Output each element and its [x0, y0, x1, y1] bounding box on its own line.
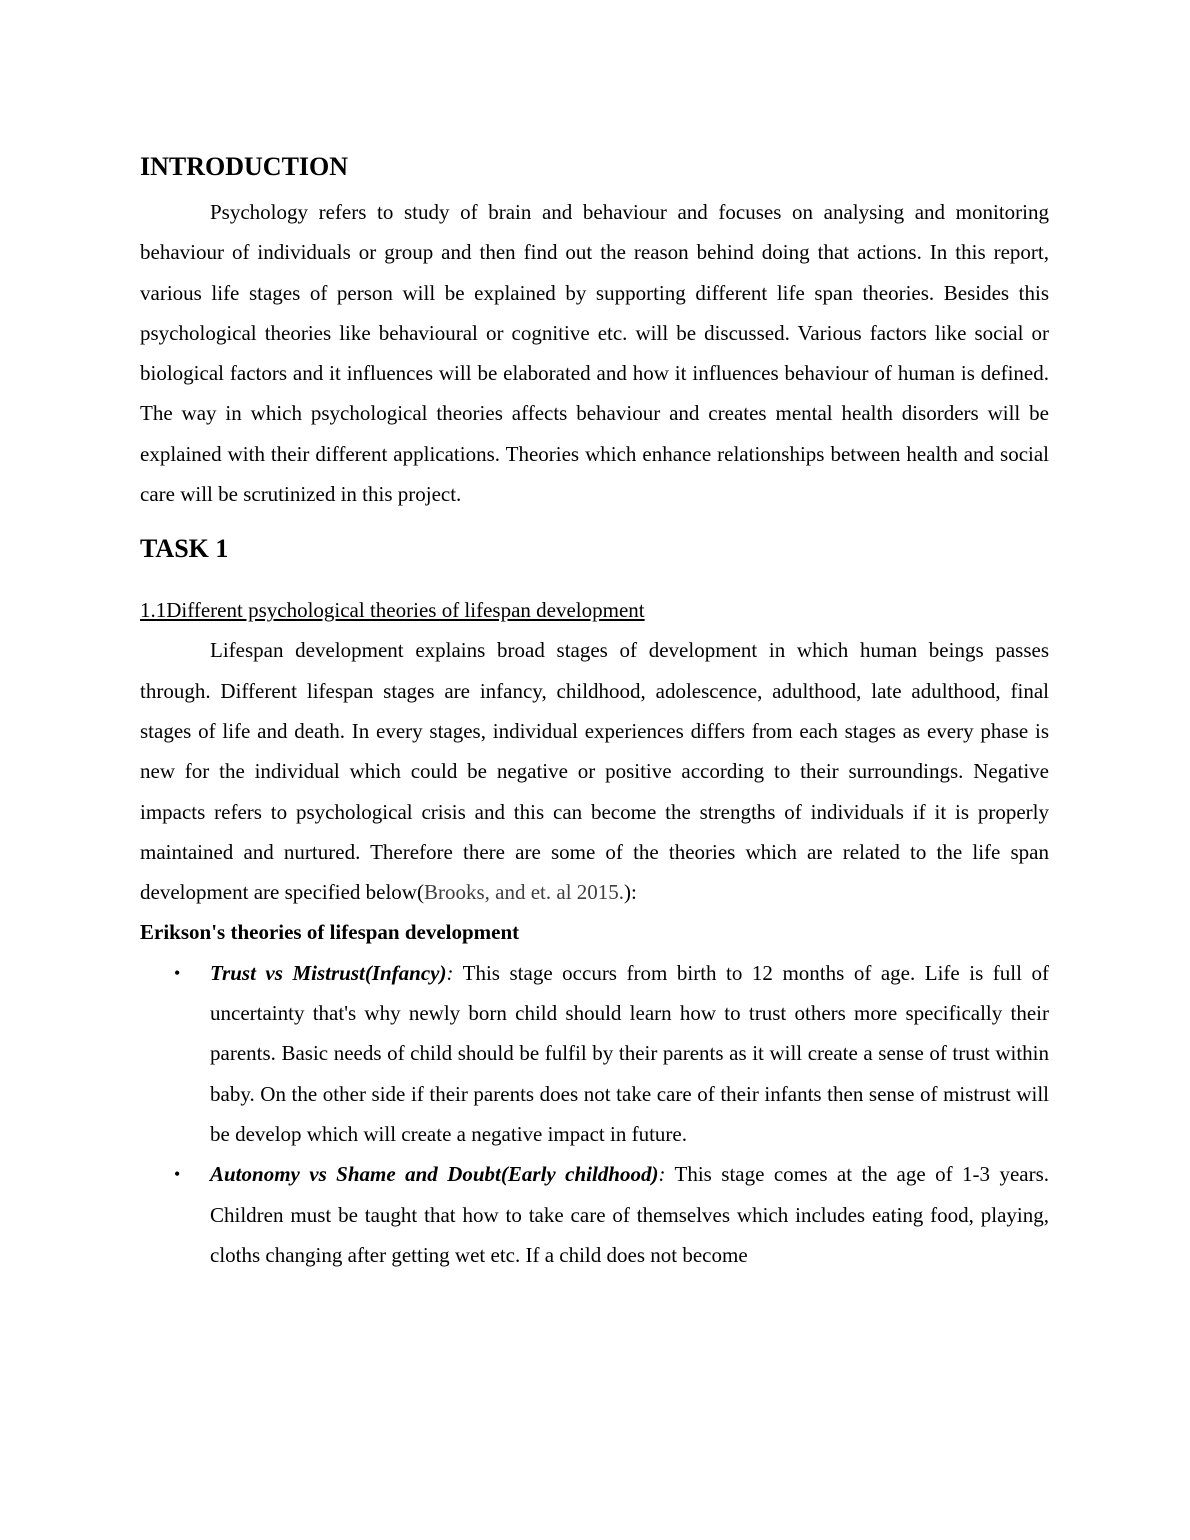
task-1-heading: TASK 1: [140, 534, 229, 564]
list-item: [174, 953, 1049, 1154]
stage-description: This stage comes at the age of 1-3 years. Children must be taught that how to take care of themselves which includes eating food, playing, cloths changing after getting wet etc. If a child does not become: [210, 1162, 1049, 1267]
lifespan-paragraph: [140, 630, 1049, 912]
lifespan-paragraph-text: Lifespan development explains broad stages of development in which human beings passes through. Different lifespan stages are infancy, childhood, adolescence, adulthood, late adulthood, final stages of life and death. In every stages, individual experiences differs from each stages as every phase is new for the individual which could be negative or positive according to their surroundings. Negative impacts refers to psychological crisis and this can become the strengths of individuals if it is properly maintained and nurtured. Therefore there are some of the theories which are related to the life span development are specified below(: [140, 638, 1049, 905]
erikson-stages-list: [140, 953, 1049, 1275]
stage-colon: :: [446, 960, 454, 985]
bullet-icon: •: [174, 962, 181, 983]
stage-description: This stage occurs from birth to 12 months of age. Life is full of uncertainty that's why newly born child should learn how to trust others more specifically their parents. Basic needs of child should be fulfil by their parents as it will create a sense of trust within baby. On the other side if their parents does not take care of their infants then sense of mistrust will be develop which will create a negative impact in future.: [210, 960, 1049, 1146]
document-page: [140, 148, 1049, 1275]
citation: Brooks, and et. al 2015.: [423, 880, 625, 905]
lifespan-paragraph-end: ):: [624, 880, 637, 905]
introduction-paragraph: Psychology refers to study of brain and behaviour and focuses on analysing and monitoring behaviour of individuals or group and then find out the reason behind doing that actions. In this report, various life stages of person will be explained by supporting different life span theories. Besides this psychological theories like behavioural or cognitive etc. will be discussed. Various factors like social or biological factors and it influences will be elaborated and how it influences behaviour of human is defined. The way in which psychological theories affects behaviour and creates mental health disorders will be explained with their different applications. Theories which enhance relationships between health and social care will be scrutinized in this project.: [140, 200, 1049, 507]
erikson-theory-heading: Erikson's theories of lifespan development: [140, 920, 520, 945]
list-item: [174, 1154, 1049, 1275]
stage-term: Trust vs Mistrust(Infancy): [210, 960, 447, 985]
stage-colon: :: [658, 1162, 666, 1187]
bullet-icon: •: [174, 1164, 181, 1185]
stage-term: Autonomy vs Shame and Doubt(Early childhood): [210, 1162, 659, 1187]
section-1-1-subheading: 1.1Different psychological theories of lifespan development: [140, 598, 645, 623]
introduction-heading: INTRODUCTION: [140, 152, 349, 181]
